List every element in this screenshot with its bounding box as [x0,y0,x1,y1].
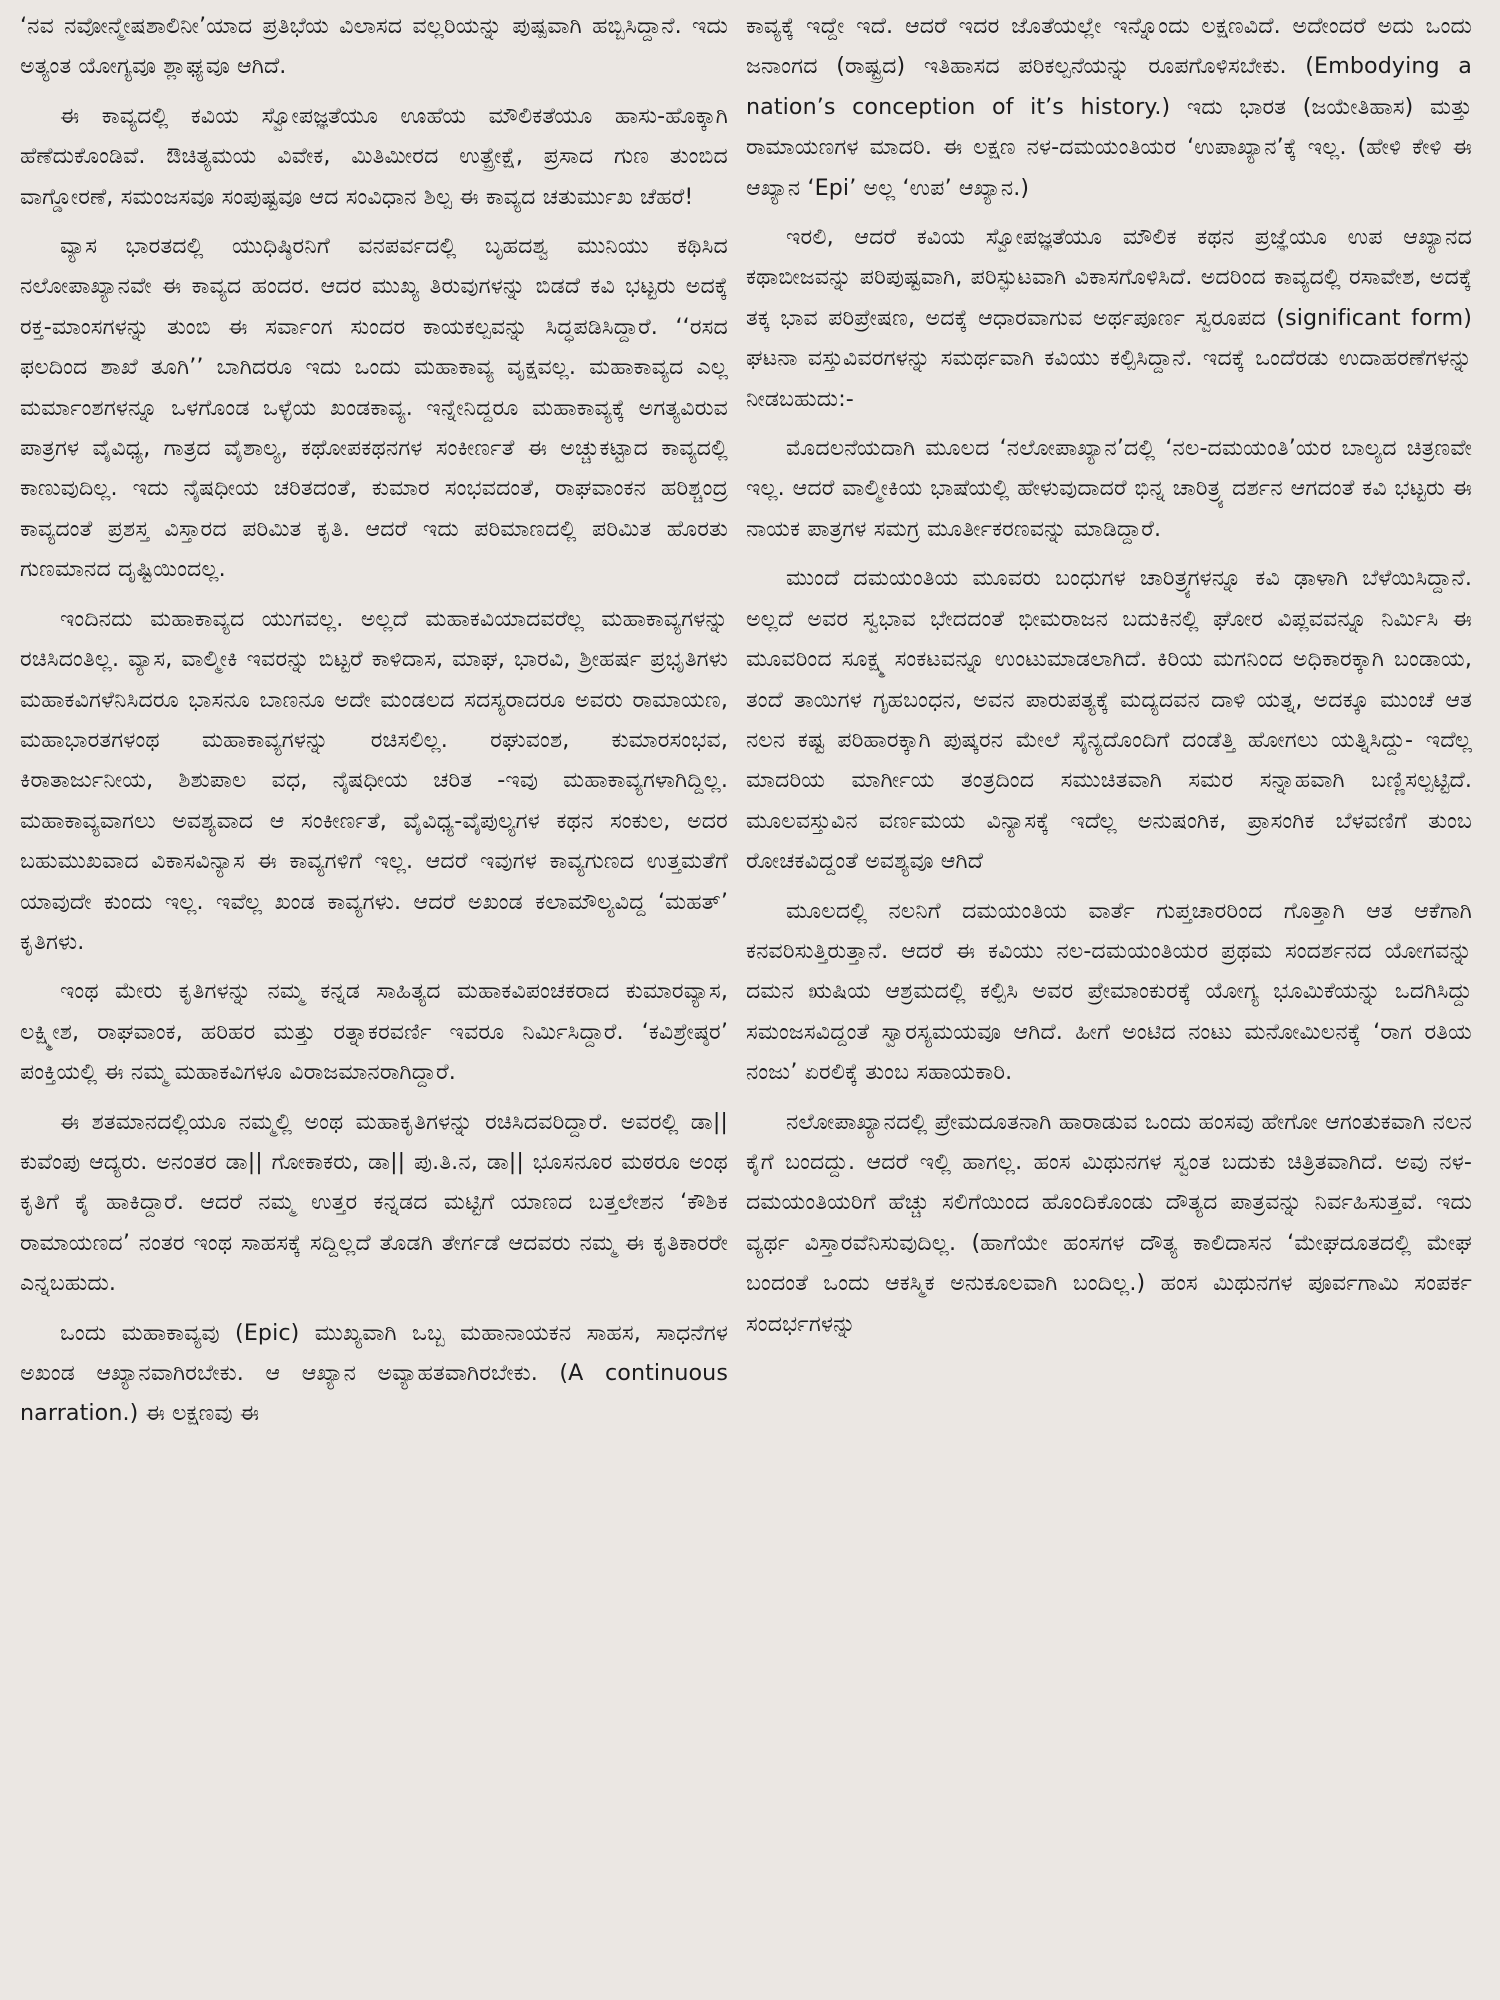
paragraph: ಒಂದು ಮಹಾಕಾವ್ಯವು (Epic) ಮುಖ್ಯವಾಗಿ ಒಬ್ಬ ಮಹಾನಾಯಕನ ಸಾಹಸ, ಸಾಧನೆಗಳ ಅಖಂಡ ಆಖ್ಯಾನವಾಗಿರಬೇಕು. ಆ ಆಖ್ಯಾನ ಅವ್ಯಾಹತವಾಗಿರಬೇಕು. (A continuous narration.) ಈ ಲಕ್ಷಣವು ಈ [20,1319,728,1427]
paragraph: ಮೊದಲನೆಯದಾಗಿ ಮೂಲದ ‘ನಲೋಪಾಖ್ಯಾನ’ದಲ್ಲಿ ‘ನಲ-ದಮಯಂತಿ’ಯರ ಬಾಲ್ಯದ ಚಿತ್ರಣವೇ ಇಲ್ಲ. ಆದರೆ ವಾಲ್ಮೀಕಿಯ ಭಾಷೆಯಲ್ಲಿ ಹೇಳುವುದಾದರೆ ಭಿನ್ನ ಚಾರಿತ್ರ್ಯ ದರ್ಶನ ಆಗದಂತೆ ಕವಿ ಭಟ್ಟರು ಈ ನಾಯಕ ಪಾತ್ರಗಳ ಸಮಗ್ರ ಮೂರ್ತೀಕರಣವನ್ನು ಮಾಡಿದ್ದಾರೆ. [746,435,1472,542]
paragraph: ಇಂದಿನದು ಮಹಾಕಾವ್ಯದ ಯುಗವಲ್ಲ. ಅಲ್ಲದೆ ಮಹಾಕವಿಯಾದವರೆಲ್ಲ ಮಹಾಕಾವ್ಯಗಳನ್ನು ರಚಿಸಿದಂತಿಲ್ಲ. ವ್ಯಾಸ, ವಾಲ್ಮೀಕಿ ಇವರನ್ನು ಬಿಟ್ಟರೆ ಕಾಳಿದಾಸ, ಮಾಘ, ಭಾರವಿ, ಶ್ರೀಹರ್ಷ ಪ್ರಭೃತಿಗಳು ಮಹಾಕವಿಗಳೆನಿಸಿದರೂ ಭಾಸನೂ ಬಾಣನೂ ಅದೇ ಮಂಡಲದ ಸದಸ್ಯರಾದರೂ ಅವರು ರಾಮಾಯಣ, ಮಹಾಭಾರತಗಳಂಥ ಮಹಾಕಾವ್ಯಗಳನ್ನು ರಚಿಸಲಿಲ್ಲ. ರಘುವಂಶ, ಕುಮಾರಸಂಭವ, ಕಿರಾತಾರ್ಜುನೀಯ, ಶಿಶುಪಾಲ ವಧ, ನೈಷಧೀಯ ಚರಿತ -ಇವು ಮಹಾಕಾವ್ಯಗಳಾಗಿದ್ದಿಲ್ಲ. ಮಹಾಕಾವ್ಯವಾಗಲು ಅವಶ್ಯವಾದ ಆ ಸಂಕೀರ್ಣತೆ, ವೈವಿಧ್ಯ-ವೈಪುಲ್ಯಗಳ ಕಥನ ಸಂಕುಲ, ಅದರ ಬಹುಮುಖವಾದ ವಿಕಾಸವಿನ್ಯಾಸ ಈ ಕಾವ್ಯಗಳಿಗೆ ಇಲ್ಲ. ಆದರೆ ಇವುಗಳ ಕಾವ್ಯಗುಣದ ಉತ್ತಮತೆಗೆ ಯಾವುದೇ ಕುಂದು ಇಲ್ಲ. ಇವೆಲ್ಲ ಖಂಡ ಕಾವ್ಯಗಳು. ಆದರೆ ಅಖಂಡ ಕಲಾಮೌಲ್ಯವಿದ್ದ ‘ಮಹತ್’ ಕೃತಿಗಳು. [20,605,728,955]
paragraph: ‘ನವ ನವೋನ್ಮೇಷಶಾಲಿನೀ’ಯಾದ ಪ್ರತಿಭೆಯ ವಿಲಾಸದ ವಲ್ಲರಿಯನ್ನು ಪುಷ್ಪವಾಗಿ ಹಬ್ಬಿಸಿದ್ದಾನೆ. ಇದು ಅತ್ಯಂತ ಯೋಗ್ಯವೂ ಶ್ಲಾಘ್ಯವೂ ಆಗಿದೆ. [20,13,728,80]
paragraph: ಈ ಶತಮಾನದಲ್ಲಿಯೂ ನಮ್ಮಲ್ಲಿ ಅಂಥ ಮಹಾಕೃತಿಗಳನ್ನು ರಚಿಸಿದವರಿದ್ದಾರೆ. ಅವರಲ್ಲಿ ಡಾ|| ಕುವೆಂಪು ಆದ್ಯರು. ಅನಂತರ ಡಾ|| ಗೋಕಾಕರು, ಡಾ|| ಪು.ತಿ.ನ, ಡಾ|| ಭೂಸನೂರ ಮಠರೂ ಅಂಥ ಕೃತಿಗೆ ಕೈ ಹಾಕಿದ್ದಾರೆ. ಆದರೆ ನಮ್ಮ ಉತ್ತರ ಕನ್ನಡದ ಮಟ್ಟಿಗೆ ಯಾಣದ ಬತ್ತಲೇಶನ ‘ಕೌಶಿಕ ರಾಮಾಯಣದ’ ನಂತರ ಇಂಥ ಸಾಹಸಕ್ಕೆ ಸದ್ದಿಲ್ಲದೆ ತೊಡಗಿ ತೇರ್ಗಡೆ ಆದವರು ನಮ್ಮ ಈ ಕೃತಿಕಾರರೇ ಎನ್ನಬಹುದು. [20,1108,728,1297]
paragraph: ಈ ಕಾವ್ಯದಲ್ಲಿ ಕವಿಯ ಸ್ವೋಪಜ್ಞತೆಯೂ ಊಹೆಯ ಮೌಲಿಕತೆಯೂ ಹಾಸು-ಹೊಕ್ಕಾಗಿ ಹೆಣೆದುಕೊಂಡಿವೆ. ಔಚಿತ್ಯಮಯ ವಿವೇಕ, ಮಿತಿಮೀರದ ಉತ್ಪ್ರೇಕ್ಷೆ, ಪ್ರಸಾದ ಗುಣ ತುಂಬಿದ ವಾಗ್ಡೋರಣೆ, ಸಮಂಜಸವೂ ಸಂಪುಷ್ಟವೂ ಆದ ಸಂವಿಧಾನ ಶಿಲ್ಪ ಈ ಕಾವ್ಯದ ಚತುರ್ಮುಖ ಚೆಹರೆ! [20,102,728,210]
paragraph: ಇಂಥ ಮೇರು ಕೃತಿಗಳನ್ನು ನಮ್ಮ ಕನ್ನಡ ಸಾಹಿತ್ಯದ ಮಹಾಕವಿಪಂಚಕರಾದ ಕುಮಾರವ್ಯಾಸ, ಲಕ್ಷ್ಮೀಶ, ರಾಘವಾಂಕ, ಹರಿಹರ ಮತ್ತು ರತ್ನಾಕರವರ್ಣಿ ಇವರೂ ನಿರ್ಮಿಸಿದ್ದಾರೆ. ‘ಕವಿಶ್ರೇಷ್ಠರ’ ಪಂಕ್ತಿಯಲ್ಲಿ ಈ ನಮ್ಮ ಮಹಾಕವಿಗಳೂ ವಿರಾಜಮಾನರಾಗಿದ್ದಾರೆ. [20,978,728,1086]
paragraph: ಇರಲಿ, ಆದರೆ ಕವಿಯ ಸ್ವೋಪಜ್ಞತೆಯೂ ಮೌಲಿಕ ಕಥನ ಪ್ರಜ್ಞೆಯೂ ಉಪ ಆಖ್ಯಾನದ ಕಥಾಬೀಜವನ್ನು ಪರಿಪುಷ್ಟವಾಗಿ, ಪರಿಸ್ಫುಟವಾಗಿ ವಿಕಾಸಗೊಳಿಸಿದೆ. ಅದರಿಂದ ಕಾವ್ಯದಲ್ಲಿ ರಸಾವೇಶ, ಅದಕ್ಕೆ ತಕ್ಕ ಭಾವ ಪರಿಪ್ರೇಷಣ, ಅದಕ್ಕೆ ಆಧಾರವಾಗುವ ಅರ್ಥಪೂರ್ಣ ಸ್ವರೂಪದ (significant form) ಘಟನಾ ವಸ್ತುವಿವರಗಳನ್ನು ಸಮರ್ಥವಾಗಿ ಕವಿಯು ಕಲ್ಪಿಸಿದ್ದಾನೆ. ಇದಕ್ಕೆ ಒಂದೆರಡು ಉದಾಹರಣೆಗಳನ್ನು ನೀಡಬಹುದು:- [746,224,1472,412]
left-column [20,0,736,2000]
paragraph: ಮೂಲದಲ್ಲಿ ನಲನಿಗೆ ದಮಯಂತಿಯ ವಾರ್ತೆ ಗುಪ್ತಚಾರರಿಂದ ಗೊತ್ತಾಗಿ ಆತ ಆಕೆಗಾಗಿ ಕನವರಿಸುತ್ತಿರುತ್ತಾನೆ. ಆದರೆ ಈ ಕವಿಯು ನಲ-ದಮಯಂತಿಯರ ಪ್ರಥಮ ಸಂದರ್ಶನದ ಯೋಗವನ್ನು ದಮನ ಋಷಿಯ ಆಶ್ರಮದಲ್ಲಿ ಕಲ್ಪಿಸಿ ಅವರ ಪ್ರೇಮಾಂಕುರಕ್ಕೆ ಯೋಗ್ಯ ಭೂಮಿಕೆಯನ್ನು ಒದಗಿಸಿದ್ದು ಸಮಂಜಸವಿದ್ದಂತೆ ಸ್ವಾರಸ್ಯಮಯವೂ ಆಗಿದೆ. ಹೀಗೆ ಅಂಟಿದ ನಂಟು ಮನೋಮಿಲನಕ್ಕೆ ‘ರಾಗ ರತಿಯ ನಂಜು’ ಏರಲಿಕ್ಕೆ ತುಂಬ ಸಹಾಯಕಾರಿ. [746,897,1472,1086]
paragraph: ನಲೋಪಾಖ್ಯಾನದಲ್ಲಿ ಪ್ರೇಮದೂತನಾಗಿ ಹಾರಾಡುವ ಒಂದು ಹಂಸವು ಹೇಗೋ ಆಗಂತುಕವಾಗಿ ನಲನ ಕೈಗೆ ಬಂದದ್ದು. ಆದರೆ ಇಲ್ಲಿ ಹಾಗಲ್ಲ. ಹಂಸ ಮಿಥುನಗಳ ಸ್ವಂತ ಬದುಕು ಚಿತ್ರಿತವಾಗಿದೆ. ಅವು ನಳ-ದಮಯಂತಿಯರಿಗೆ ಹೆಚ್ಚು ಸಲಿಗೆಯಿಂದ ಹೊಂದಿಕೊಂಡು ದೌತ್ಯದ ಪಾತ್ರವನ್ನು ನಿರ್ವಹಿಸುತ್ತವೆ. ಇದು ವ್ಯರ್ಥ ವಿಸ್ತಾರವೆನಿಸುವುದಿಲ್ಲ. (ಹಾಗೆಯೇ ಹಂಸಗಳ ದೌತ್ಯ ಕಾಲಿದಾಸನ ‘ಮೇಘದೂತದಲ್ಲಿ ಮೇಘ ಬಂದಂತೆ ಒಂದು ಆಕಸ್ಮಿಕ ಅನುಕೂಲವಾಗಿ ಬಂದಿಲ್ಲ.) ಹಂಸ ಮಿಥುನಗಳ ಪೂರ್ವಗಾಮಿ ಸಂಪರ್ಕ ಸಂದರ್ಭಗಳನ್ನು [746,1108,1472,1337]
right-column [746,0,1472,2000]
paragraph: ವ್ಯಾಸ ಭಾರತದಲ್ಲಿ ಯುಧಿಷ್ಠಿರನಿಗೆ ವನಪರ್ವದಲ್ಲಿ ಬೃಹದಶ್ವ ಮುನಿಯು ಕಥಿಸಿದ ನಲೋಪಾಖ್ಯಾನವೇ ಈ ಕಾವ್ಯದ ಹಂದರ. ಆದರ ಮುಖ್ಯ ತಿರುವುಗಳನ್ನು ಬಿಡದೆ ಕವಿ ಭಟ್ಟರು ಅದಕ್ಕೆ ರಕ್ತ-ಮಾಂಸಗಳನ್ನು ತುಂಬಿ ಈ ಸರ್ವಾಂಗ ಸುಂದರ ಕಾಯಕಲ್ಪವನ್ನು ಸಿದ್ಧಪಡಿಸಿದ್ದಾರೆ. ‘‘ರಸದ ಫಲದಿಂದ ಶಾಖೆ ತೂಗಿ’’ ಬಾಗಿದರೂ ಇದು ಒಂದು ಮಹಾಕಾವ್ಯ ವೃಕ್ಷವಲ್ಲ. ಮಹಾಕಾವ್ಯದ ಎಲ್ಲ ಮರ್ಮಾಂಶಗಳನ್ನೂ ಒಳಗೊಂಡ ಒಳ್ಳೆಯ ಖಂಡಕಾವ್ಯ. ಇನ್ನೇನಿದ್ದರೂ ಮಹಾಕಾವ್ಯಕ್ಕೆ ಅಗತ್ಯವಿರುವ ಪಾತ್ರಗಳ ವೈವಿಧ್ಯ, ಗಾತ್ರದ ವೈಶಾಲ್ಯ, ಕಥೋಪಕಥನಗಳ ಸಂಕೀರ್ಣತೆ ಈ ಅಚ್ಚುಕಟ್ಟಾದ ಕಾವ್ಯದಲ್ಲಿ ಕಾಣುವುದಿಲ್ಲ. ಇದು ನೈಷಧೀಯ ಚರಿತದಂತೆ, ಕುಮಾರ ಸಂಭವದಂತೆ, ರಾಘವಾಂಕನ ಹರಿಶ್ಚಂದ್ರ ಕಾವ್ಯದಂತೆ ಪ್ರಶಸ್ತ ವಿಸ್ತಾರದ ಪರಿಮಿತ ಕೃತಿ. ಆದರೆ ಇದು ಪರಿಮಾಣದಲ್ಲಿ ಪರಿಮಿತ ಹೊರತು ಗುಣಮಾನದ ದೃಷ್ಟಿಯಿಂದಲ್ಲ. [20,233,728,583]
paragraph: ಮುಂದೆ ದಮಯಂತಿಯ ಮೂವರು ಬಂಧುಗಳ ಚಾರಿತ್ರ್ಯಗಳನ್ನೂ ಕವಿ ಢಾಳಾಗಿ ಬೆಳೆಯಿಸಿದ್ದಾನೆ. ಅಲ್ಲದೆ ಅವರ ಸ್ವಭಾವ ಭೇದದಂತೆ ಭೀಮರಾಜನ ಬದುಕಿನಲ್ಲಿ ಘೋರ ವಿಪ್ಲವವನ್ನೂ ನಿರ್ಮಿಸಿ ಈ ಮೂವರಿಂದ ಸೂಕ್ಷ್ಮ ಸಂಕಟವನ್ನೂ ಉಂಟುಮಾಡಲಾಗಿದೆ. ಕಿರಿಯ ಮಗನಿಂದ ಅಧಿಕಾರಕ್ಕಾಗಿ ಬಂಡಾಯ, ತಂದೆ ತಾಯಿಗಳ ಗೃಹಬಂಧನ, ಅವನ ಪಾರುಪತ್ಯಕ್ಕೆ ಮದ್ಯದವನ ದಾಳಿ ಯತ್ನ, ಅದಕ್ಕೂ ಮುಂಚೆ ಆತ ನಲನ ಕಷ್ಟ ಪರಿಹಾರಕ್ಕಾಗಿ ಪುಷ್ಕರನ ಮೇಲೆ ಸೈನ್ಯದೊಂದಿಗೆ ದಂಡೆತ್ತಿ ಹೋಗಲು ಯತ್ನಿಸಿದ್ದು- ಇದೆಲ್ಲ ಮಾದರಿಯ ಮಾರ್ಗೀಯ ತಂತ್ರದಿಂದ ಸಮುಚಿತವಾಗಿ ಸಮರ ಸನ್ನಾಹವಾಗಿ ಬಣ್ಣಿಸಲ್ಪಟ್ಟಿದೆ. ಮೂಲವಸ್ತುವಿನ ವರ್ಣಮಯ ವಿನ್ಯಾಸಕ್ಕೆ ಇದೆಲ್ಲ ಅನುಷಂಗಿಕ, ಪ್ರಾಸಂಗಿಕ ಬೆಳವಣಿಗೆ ತುಂಬ ರೋಚಕವಿದ್ದಂತೆ ಅವಶ್ಯವೂ ಆಗಿದೆ [746,565,1472,875]
paragraph: ಕಾವ್ಯಕ್ಕೆ ಇದ್ದೇ ಇದೆ. ಆದರೆ ಇದರ ಜೊತೆಯಲ್ಲೇ ಇನ್ನೊಂದು ಲಕ್ಷಣವಿದೆ. ಅದೇಂದರೆ ಅದು ಒಂದು ಜನಾಂಗದ (ರಾಷ್ಟ್ರದ) ಇತಿಹಾಸದ ಪರಿಕಲ್ಪನೆಯನ್ನು ರೂಪಗೊಳಿಸಬೇಕು. (Embodying a nation’s conception of it’s history.) ಇದು ಭಾರತ (ಜಯೇತಿಹಾಸ) ಮತ್ತು ರಾಮಾಯಣಗಳ ಮಾದರಿ. ಈ ಲಕ್ಷಣ ನಳ-ದಮಯಂತಿಯರ ‘ಉಪಾಖ್ಯಾನ’ಕ್ಕೆ ಇಲ್ಲ. (ಹೇಳಿ ಕೇಳಿ ಈ ಆಖ್ಯಾನ ‘Epi’ ಅಲ್ಲ ‘ಉಪ’ ಆಖ್ಯಾನ.) [746,13,1472,201]
